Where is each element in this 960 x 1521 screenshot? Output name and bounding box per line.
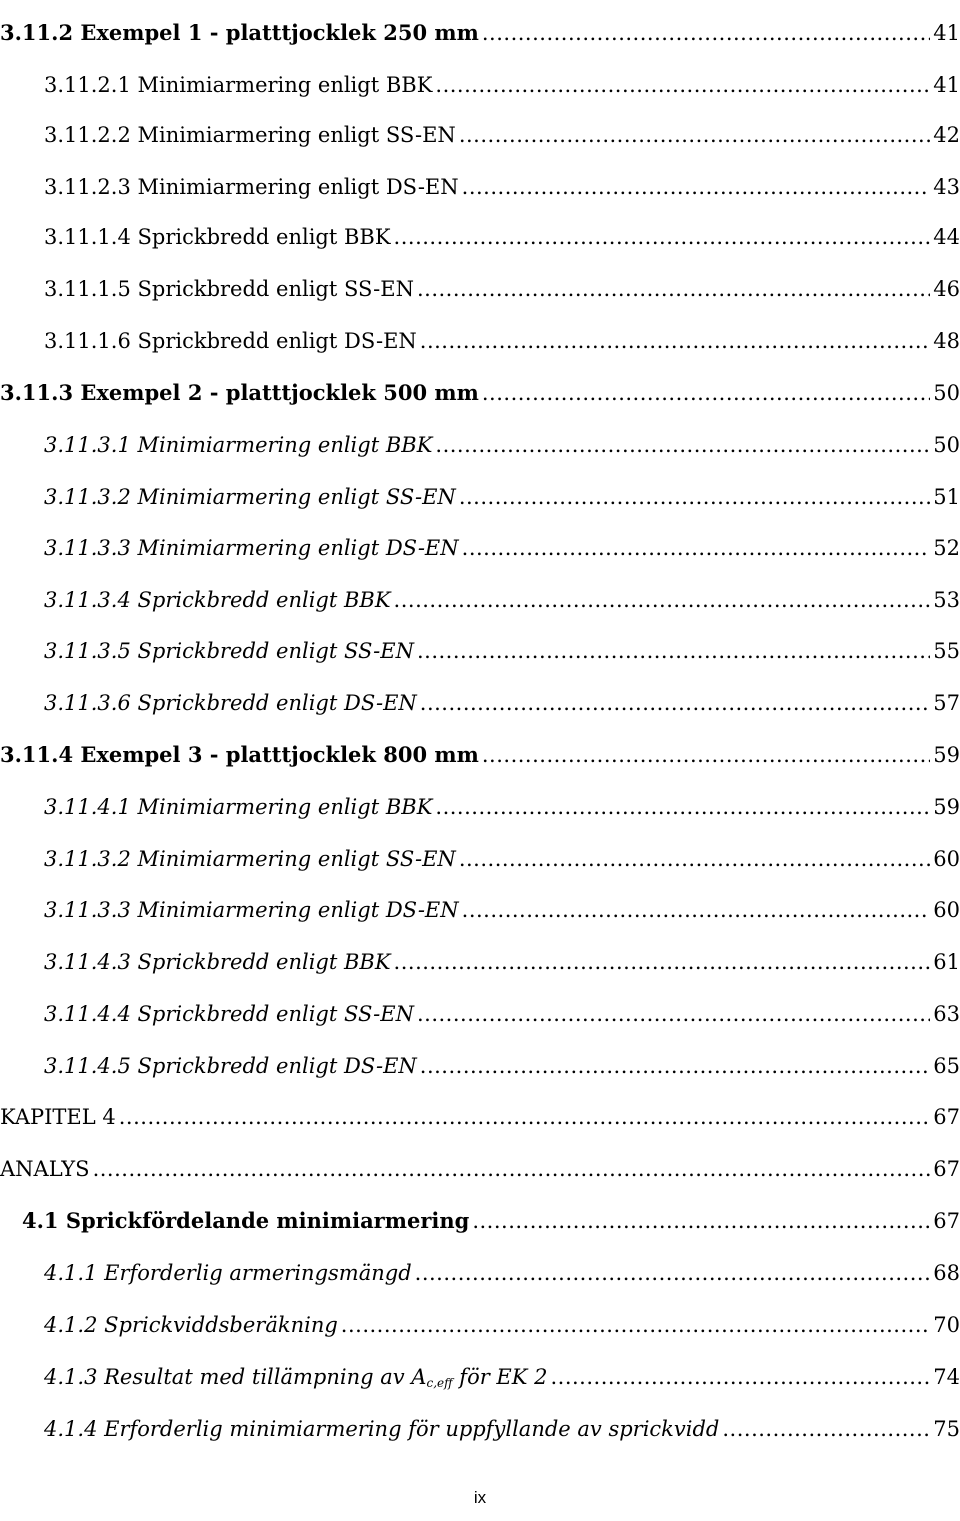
toc-entry[interactable] [44,272,960,306]
toc-dot-leader [462,531,931,565]
page-number: ix [473,1488,487,1507]
toc-entry-title: 3.11.3.2 Minimiarmering enligt SS-EN [44,485,456,509]
toc-entry-title: 3.11.3.2 Minimiarmering enligt SS-EN [44,847,456,871]
toc-entry-title-part: för EK 2 [452,1365,548,1389]
toc-dot-leader [722,1412,930,1446]
toc-entry-page: 50 [933,433,960,457]
toc-entry-page: 63 [933,1002,960,1026]
toc-entry-title: 3.11.4 Exempel 3 - platttjocklek 800 mm [0,742,479,767]
toc-dot-leader [435,428,930,462]
toc-entry-title: 3.11.3.1 Minimiarmering enligt BBK [44,433,433,457]
toc-entry-title: 3.11.4.1 Minimiarmering enligt BBK [44,795,433,819]
toc-entry-title: 3.11.3 Exempel 2 - platttjocklek 500 mm [0,380,479,405]
toc-entry-title: 4.1.2 Sprickviddsberäkning [44,1313,338,1337]
toc-entry-title: 3.11.2.3 Minimiarmering enligt DS-EN [44,175,459,199]
toc-entry-page: 51 [933,485,960,509]
toc-entry-page: 67 [933,1209,960,1233]
toc-entry[interactable] [44,1256,960,1290]
toc-entry-title: 3.11.2.1 Minimiarmering enligt BBK [44,73,433,97]
toc-dot-leader [415,1256,931,1290]
toc-entry-title-part: 4.1.3 Resultat med tillämpning av A [44,1365,427,1389]
toc-entry-page: 74 [933,1365,960,1389]
toc-entry-title: 3.11.2.2 Minimiarmering enligt SS-EN [44,123,456,147]
toc-entry[interactable] [44,583,960,617]
toc-entry-page: 67 [933,1157,960,1181]
toc-dot-leader [435,790,930,824]
toc-dot-leader [462,893,931,927]
toc-dot-leader [435,68,930,102]
toc-entry-title: 3.11.3.5 Sprickbredd enligt SS-EN [44,639,414,663]
toc-entry-page: 43 [933,175,960,199]
toc-dot-leader [550,1360,930,1394]
toc-entry-page: 59 [933,743,960,767]
toc-entry[interactable] [44,945,960,979]
toc-entry[interactable] [0,16,960,50]
toc-entry-title-subscript: c,eff [426,1376,453,1390]
toc-entry-page: 68 [933,1261,960,1285]
toc-entry-page: 55 [933,639,960,663]
toc-entry[interactable] [44,893,960,927]
toc-entry[interactable] [44,686,960,720]
toc-dot-leader [420,324,930,358]
toc-entry-title [44,1360,550,1394]
toc-entry-page: 65 [933,1054,960,1078]
toc-entry[interactable] [22,1204,960,1238]
toc-dot-leader [482,738,930,772]
toc-entry[interactable] [44,634,960,668]
toc-entry[interactable] [44,790,960,824]
toc-entry-page: 44 [933,225,960,249]
toc-dot-leader [420,1049,930,1083]
toc-entry-title: 3.11.3.3 Minimiarmering enligt DS-EN [44,536,459,560]
toc-entry[interactable] [44,997,960,1031]
toc-entry-title: 4.1 Sprickfördelande minimiarmering [22,1208,470,1233]
toc-entry[interactable] [44,220,960,254]
toc-entry-page: 48 [933,329,960,353]
toc-dot-leader [482,16,930,50]
toc-entry-page: 52 [933,536,960,560]
toc-dot-leader [417,272,930,306]
toc-entry-page: 57 [933,691,960,715]
toc-entry-title: 4.1.4 Erforderlig minimiarmering för uppfyllande av sprickvidd [44,1417,720,1441]
toc-entry-title: 3.11.4.4 Sprickbredd enligt SS-EN [44,1002,414,1026]
toc-dot-leader [394,583,931,617]
toc-entry-title: 3.11.1.6 Sprickbredd enligt DS-EN [44,329,417,353]
toc-dot-leader [482,376,930,410]
toc-entry[interactable] [44,68,960,102]
toc-entry[interactable] [44,428,960,462]
toc-entry-title: 3.11.2 Exempel 1 - platttjocklek 250 mm [0,20,479,45]
toc-entry-page: 59 [933,795,960,819]
toc-entry-title: 4.1.1 Erforderlig armeringsmängd [44,1261,412,1285]
toc-entry-title: 3.11.3.4 Sprickbredd enligt BBK [44,588,391,612]
toc-entry-title: 3.11.1.5 Sprickbredd enligt SS-EN [44,277,414,301]
toc-entry[interactable] [0,1100,960,1134]
toc-entry[interactable] [44,1308,960,1342]
toc-entry-page: 61 [933,950,960,974]
toc-entry-title: 3.11.3.3 Minimiarmering enligt DS-EN [44,898,459,922]
toc-entry-title: 3.11.4.3 Sprickbredd enligt BBK [44,950,391,974]
toc-entry-title: 3.11.4.5 Sprickbredd enligt DS-EN [44,1054,417,1078]
toc-entry-page: 70 [933,1313,960,1337]
toc-entry-page: 67 [933,1105,960,1129]
toc-dot-leader [472,1204,930,1238]
toc-entry-page: 60 [933,898,960,922]
toc-entry-page: 42 [933,123,960,147]
toc-dot-leader [420,686,930,720]
toc-dot-leader [417,997,930,1031]
toc-entry[interactable] [44,1412,960,1446]
toc-entry-page: 41 [933,21,960,45]
toc-entry[interactable] [44,1049,960,1083]
toc-dot-leader [93,1152,931,1186]
toc-dot-leader [462,170,931,204]
toc-entry[interactable] [44,531,960,565]
toc-entry-page: 60 [933,847,960,871]
toc-entry[interactable] [0,738,960,772]
toc-dot-leader [459,480,930,514]
toc-entry[interactable] [44,170,960,204]
toc-dot-leader [459,842,930,876]
toc-entry-page: 46 [933,277,960,301]
toc-entry[interactable] [44,480,960,514]
toc-entry[interactable] [44,118,960,152]
toc-entry-title: 3.11.3.6 Sprickbredd enligt DS-EN [44,691,417,715]
toc-dot-leader [341,1308,930,1342]
toc-entry[interactable] [0,376,960,410]
toc-dot-leader [459,118,930,152]
toc-entry-page: 41 [933,73,960,97]
toc-entry-title: 3.11.1.4 Sprickbredd enligt BBK [44,225,391,249]
toc-entry[interactable] [44,1360,960,1394]
toc-dot-leader [394,220,931,254]
toc-entry[interactable] [44,324,960,358]
toc-entry-page: 50 [933,381,960,405]
toc-entry[interactable] [0,1152,960,1186]
toc-dot-leader [417,634,930,668]
toc-entry[interactable] [44,842,960,876]
toc-dot-leader [119,1100,931,1134]
toc-dot-leader [394,945,931,979]
toc-entry-title: KAPITEL 4 [0,1105,116,1129]
toc-entry-page: 53 [933,588,960,612]
toc-entry-title: ANALYS [0,1157,90,1181]
toc-entry-page: 75 [933,1417,960,1441]
